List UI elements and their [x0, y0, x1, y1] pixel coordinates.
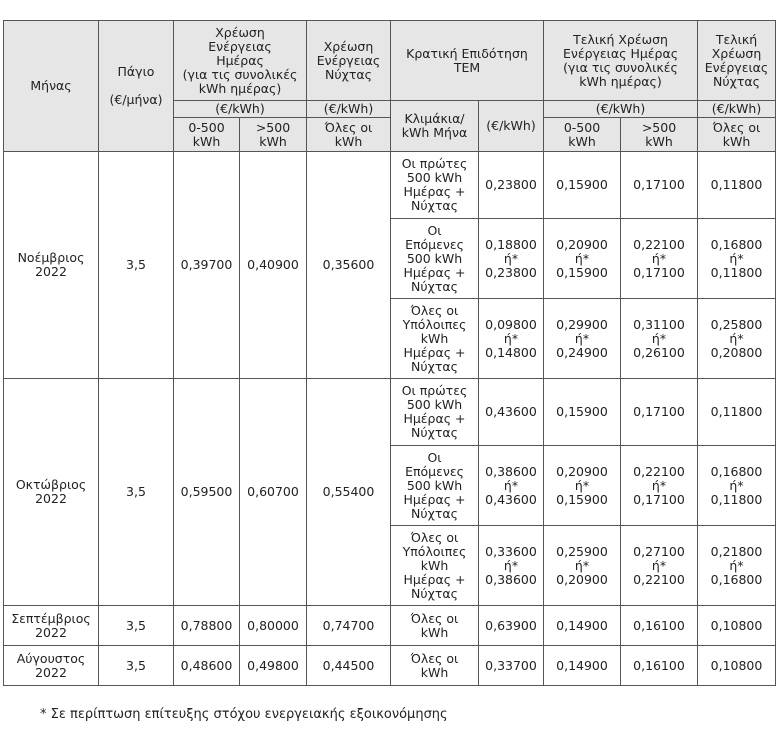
night-cell: 0,74700 [307, 606, 391, 646]
text-line: Οι [427, 449, 442, 465]
text-line: 0,17100 [633, 177, 685, 192]
final-day-over-500-cell [621, 379, 698, 446]
text-line: 0,23800 [485, 264, 537, 280]
final-day-0-500-cell [544, 446, 621, 526]
day-0-500-cell: 0,78800 [174, 606, 240, 646]
text-line: Πάγιο [117, 64, 155, 79]
text-line: 500 kWh [406, 170, 463, 185]
text-line: 0,17100 [633, 404, 685, 419]
text-line: 0,14900 [556, 657, 608, 673]
final-night-cell [698, 646, 776, 686]
tier-label-cell [391, 379, 479, 446]
text-line: Ενέργειας [208, 38, 272, 54]
text-line: kWh [259, 133, 287, 149]
text-line: 0,20900 [556, 236, 608, 252]
tem-cell [479, 152, 544, 219]
night-cell: 0,44500 [307, 646, 391, 686]
text-line: Όλες οι [410, 302, 459, 318]
text-line: Επόμενες [405, 463, 464, 479]
tier-label-cell [391, 646, 479, 686]
text-line: 0,16100 [633, 617, 685, 633]
text-line: Οι πρώτες [401, 156, 468, 171]
text-line: Νύχτας [411, 585, 458, 601]
text-line: 0,43600 [485, 491, 537, 507]
month-cell [4, 152, 99, 379]
text-line: kWh [192, 133, 221, 149]
text-line: 0,33700 [485, 657, 537, 673]
day-over-500-cell: 0,80000 [240, 606, 307, 646]
text-line: (για τις συνολικές [563, 59, 678, 75]
text-line: 0,16800 [710, 571, 763, 587]
header-final-night [698, 21, 776, 101]
sub-day-over-500 [240, 118, 307, 152]
header-fixed [99, 21, 174, 152]
text-line: ή* [574, 330, 590, 346]
final-night-cell [698, 379, 776, 446]
final-night-cell [698, 152, 776, 219]
tem-cell [479, 646, 544, 686]
text-line: Χρέωση [215, 24, 265, 40]
text-line: kWh [722, 133, 751, 149]
text-line: Ημέρας + [403, 571, 466, 587]
tier-label-cell [391, 219, 479, 299]
text-line: 0,25800 [710, 316, 763, 332]
text-line: 0,25900 [556, 543, 608, 559]
text-line: Νύχτας [325, 66, 372, 82]
text-line: 0,63900 [485, 617, 537, 633]
text-line: 500 kWh [406, 477, 463, 493]
month-cell [4, 606, 99, 646]
text-line: 0,17100 [633, 491, 685, 507]
night-cell: 0,55400 [307, 379, 391, 606]
text-line: ή* [574, 250, 590, 266]
text-line: 0,18800 [485, 236, 537, 252]
text-line: Νύχτας [713, 73, 760, 89]
text-line: kWh [420, 664, 449, 680]
text-line: Ημέρας + [403, 264, 466, 280]
text-line: 0,10800 [710, 617, 763, 633]
text-line: ή* [574, 557, 590, 573]
tier-label-cell [391, 299, 479, 379]
text-line: 2022 [35, 491, 67, 506]
text-line: Τελική [715, 31, 758, 47]
tem-cell [479, 606, 544, 646]
text-line: ή* [729, 250, 744, 266]
unit-final-day: (€/kWh) [544, 101, 698, 118]
text-line: ή* [503, 557, 519, 573]
tem-cell [479, 446, 544, 526]
fixed-charge-cell: 3,5 [99, 646, 174, 686]
text-line: Ημέρας + [403, 411, 466, 426]
final-day-over-500-cell [621, 526, 698, 606]
text-line: 0,23800 [485, 177, 537, 192]
text-line: Ημέρας + [403, 184, 466, 199]
text-line: Ημέρας + [403, 491, 466, 507]
final-day-over-500-cell [621, 446, 698, 526]
text-line: Όλες οι [410, 650, 459, 666]
tier-label-cell [391, 152, 479, 219]
day-over-500-cell: 0,40900 [240, 152, 307, 379]
text-line: Χρέωση [711, 45, 762, 61]
text-line: ή* [729, 477, 744, 493]
text-line: Χρέωση [323, 38, 374, 54]
final-night-cell [698, 299, 776, 379]
final-day-over-500-cell [621, 152, 698, 219]
table-row [4, 379, 776, 446]
table-row [4, 606, 776, 646]
text-line: 0,22100 [633, 236, 685, 252]
text-line: Όλες οι [324, 119, 373, 135]
text-line: 0,20900 [556, 463, 608, 479]
text-line: 0,33600 [485, 543, 537, 559]
final-day-over-500-cell [621, 646, 698, 686]
text-line: 0,38600 [485, 463, 537, 479]
final-day-over-500-cell [621, 299, 698, 379]
text-line: 0,11800 [710, 264, 763, 280]
header-month: Μήνας [4, 21, 99, 152]
text-line: Οκτώβριος [15, 477, 87, 492]
text-line: 0,11800 [710, 177, 763, 192]
header-final-day [544, 21, 698, 101]
sub-final-day-0-500 [544, 118, 621, 152]
tier-label-cell [391, 526, 479, 606]
text-line: 0,15900 [556, 177, 608, 192]
month-cell [4, 646, 99, 686]
text-line: ή* [503, 250, 519, 266]
text-line: 0,20800 [710, 344, 763, 360]
text-line: 2022 [35, 624, 67, 640]
text-line: 0,38600 [485, 571, 537, 587]
unit-day: (€/kWh) [174, 101, 307, 118]
text-line: >500 [255, 119, 291, 135]
tem-cell [479, 299, 544, 379]
text-line: Ενέργειας [704, 59, 769, 75]
text-line: Υπόλοιπες [402, 543, 467, 559]
final-day-0-500-cell [544, 606, 621, 646]
text-line: 0,22100 [633, 463, 685, 479]
final-night-cell [698, 526, 776, 606]
text-line: 0,43600 [485, 404, 537, 419]
text-line: 0,14900 [556, 617, 608, 633]
text-line: ή* [651, 330, 667, 346]
final-night-cell [698, 219, 776, 299]
text-line: Υπόλοιπες [402, 316, 467, 332]
text-line: 0,31100 [633, 316, 685, 332]
text-line: >500 [641, 119, 677, 135]
footnote: * Σε περίπτωση επίτευξης στόχου ενεργειακής εξοικονόμησης [40, 707, 448, 722]
text-line: 0,14800 [485, 344, 537, 360]
text-line: kWh [420, 624, 449, 640]
text-line: 0-500 [188, 119, 225, 135]
fixed-charge-cell: 3,5 [99, 606, 174, 646]
unit-tem: (€/kWh) [479, 101, 544, 152]
text-line: 0-500 [563, 119, 601, 135]
text-line: ή* [651, 557, 667, 573]
text-line: 0,26100 [633, 344, 685, 360]
sub-night-all [307, 118, 391, 152]
text-line: ή* [729, 557, 744, 573]
final-night-cell [698, 606, 776, 646]
table-row [4, 152, 776, 219]
sub-final-night-all [698, 118, 776, 152]
text-line: Νύχτας [411, 358, 458, 374]
text-line: 0,22100 [633, 571, 685, 587]
text-line: 2022 [35, 264, 67, 279]
text-line: 0,20900 [556, 571, 608, 587]
text-line: 500 kWh [406, 250, 463, 266]
day-0-500-cell: 0,59500 [174, 379, 240, 606]
tier-label-cell [391, 606, 479, 646]
text-line: Όλες οι [410, 529, 459, 545]
tem-cell [479, 379, 544, 446]
text-line: (για τις συνολικές [182, 66, 298, 82]
fixed-charge-cell: 3,5 [99, 152, 174, 379]
header-night-charge [307, 21, 391, 101]
final-day-0-500-cell [544, 152, 621, 219]
sub-day-0-500 [174, 118, 240, 152]
text-line: 0,09800 [485, 316, 537, 332]
text-line: 0,15900 [556, 264, 608, 280]
text-line: 0,27100 [633, 543, 685, 559]
final-day-over-500-cell [621, 606, 698, 646]
text-line: ή* [729, 330, 744, 346]
night-cell: 0,35600 [307, 152, 391, 379]
final-day-0-500-cell [544, 646, 621, 686]
text-line: Όλες οι [410, 610, 459, 626]
unit-night: (€/kWh) [307, 101, 391, 118]
sub-final-day-over-500 [621, 118, 698, 152]
fixed-charge-cell: 3,5 [99, 379, 174, 606]
text-line: Οι πρώτες [401, 383, 468, 398]
tem-cell [479, 526, 544, 606]
final-day-0-500-cell [544, 379, 621, 446]
header-tier [391, 101, 479, 152]
text-line: Όλες οι [712, 119, 761, 135]
text-line: 0,17100 [633, 264, 685, 280]
text-line: Νύχτας [411, 425, 458, 440]
text-line: Ενέργειας [316, 52, 381, 68]
text-line [101, 79, 171, 93]
text-line: 0,21800 [710, 543, 763, 559]
text-line: ή* [503, 477, 519, 493]
text-line: Ενέργειας Ημέρας [562, 45, 679, 61]
text-line: Ημέρας [216, 52, 264, 68]
text-line: Νύχτας [411, 278, 458, 294]
final-day-0-500-cell [544, 526, 621, 606]
text-line: kWh [568, 133, 596, 149]
text-line: ή* [651, 250, 667, 266]
tariff-table [3, 20, 776, 686]
text-line: Νύχτας [411, 198, 458, 213]
month-cell [4, 379, 99, 606]
day-over-500-cell: 0,49800 [240, 646, 307, 686]
text-line: Νοέμβριος [17, 250, 85, 265]
text-line: 0,24900 [556, 344, 608, 360]
text-line: kWh Μήνα [401, 125, 468, 140]
text-line: 0,16800 [710, 236, 763, 252]
tem-cell [479, 219, 544, 299]
text-line: Κλιμάκια/ [404, 111, 465, 126]
text-line: ή* [651, 477, 667, 493]
final-day-over-500-cell [621, 219, 698, 299]
text-line: 2022 [35, 664, 67, 680]
text-line: Επόμενες [405, 236, 464, 252]
text-line: kWh [420, 557, 449, 573]
text-line: 0,29900 [556, 316, 608, 332]
table-row [4, 646, 776, 686]
text-line: kWh [420, 330, 449, 346]
text-line: 0,11800 [710, 491, 763, 507]
text-line: Ημέρας + [403, 344, 466, 360]
tariff-body [4, 152, 776, 686]
unit-final-night: (€/kWh) [698, 101, 776, 118]
text-line: 500 kWh [406, 397, 463, 412]
final-day-0-500-cell [544, 219, 621, 299]
text-line: ή* [503, 330, 519, 346]
text-line: Οι [427, 222, 442, 238]
text-line: kWh ημέρας) [198, 80, 282, 96]
text-line: Αύγουστος [16, 650, 86, 666]
header-tem: Κρατική Επιδότηση ΤΕΜ [391, 21, 544, 101]
text-line: 0,16800 [710, 463, 763, 479]
text-line: Σεπτέμβριος [11, 610, 91, 626]
tier-label-cell [391, 446, 479, 526]
text-line: 0,15900 [556, 404, 608, 419]
text-line: 0,10800 [710, 657, 763, 673]
day-0-500-cell: 0,48600 [174, 646, 240, 686]
text-line: Τελική Χρέωση [573, 31, 668, 47]
day-over-500-cell: 0,60700 [240, 379, 307, 606]
final-day-0-500-cell [544, 299, 621, 379]
text-line: ή* [574, 477, 590, 493]
text-line: 0,16100 [633, 657, 685, 673]
text-line: 0,11800 [710, 404, 763, 419]
text-line: kWh ημέρας) [579, 73, 662, 89]
day-0-500-cell: 0,39700 [174, 152, 240, 379]
text-line: kWh [334, 133, 363, 149]
final-night-cell [698, 446, 776, 526]
text-line: (€/μήνα) [109, 92, 163, 107]
header-day-charge [174, 21, 307, 101]
text-line: Νύχτας [411, 505, 458, 521]
text-line: 0,15900 [556, 491, 608, 507]
text-line: kWh [645, 133, 673, 149]
